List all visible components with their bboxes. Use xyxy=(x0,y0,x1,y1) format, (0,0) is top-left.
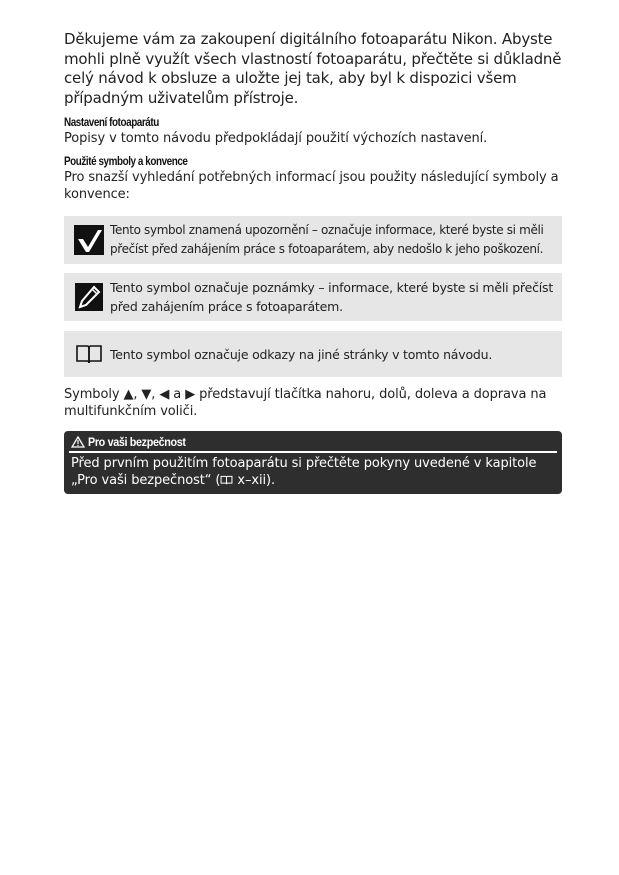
caution-text: Tento symbol znamená upozornění – označuje informace, které byste si měli přečíst před zahájením práce s fotoaparátem, aby nedošlo k jeho poškození. xyxy=(110,223,544,256)
camera-settings-text: Popisy v tomto návodu předpokládají použití výchozích nastavení. xyxy=(64,131,488,146)
note-text: Tento symbol označuje poznámky – informace, které byste si měli přečíst před zahájením práce s fotoaparátem. xyxy=(110,280,554,314)
manual-page xyxy=(64,30,562,494)
note-pencil-icon xyxy=(72,283,106,311)
symbols-text: Pro snazší vyhledání potřebných informací jsou použity následující symboly a konvence: xyxy=(64,170,559,202)
reference-text: Tento symbol označuje odkazy na jiné stránky v tomto návodu. xyxy=(110,346,493,362)
safety-text-before: Před prvním použitím fotoaparátu si přečtěte pokyny uvedené v kapitole „Pro vaši bezpečnost“ ( xyxy=(71,456,537,488)
intro-paragraph: Děkujeme vám za zakoupení digitálního fotoaparátu Nikon. Abyste mohli plně využít všech vlastností fotoaparátu, přečtěte si důkladně celý návod k obsluze a uložte jej tak, aby byl k dispozici všem případným uživatelům přístroje. xyxy=(64,30,562,107)
reference-box xyxy=(64,331,562,377)
book-icon xyxy=(72,343,106,365)
caution-check-icon xyxy=(72,225,106,255)
safety-box xyxy=(64,431,562,494)
safety-title: Pro vaši bezpečnost xyxy=(88,435,186,449)
safety-text xyxy=(69,453,557,489)
caution-box xyxy=(64,216,562,264)
safety-title-bar xyxy=(69,435,557,453)
safety-text-after: x–xii). xyxy=(233,473,276,488)
warning-triangle-icon xyxy=(71,436,85,448)
camera-settings-heading: Nastavení fotoaparátu xyxy=(64,117,159,129)
arrows-paragraph: Symboly ▲, ▼, ◀ a ▶ představují tlačítka nahoru, dolů, doleva a doprava na multifunkčním voliči. xyxy=(64,387,547,419)
book-icon xyxy=(220,475,233,485)
symbols-heading: Použité symboly a konvence xyxy=(64,156,188,168)
note-box xyxy=(64,273,562,321)
